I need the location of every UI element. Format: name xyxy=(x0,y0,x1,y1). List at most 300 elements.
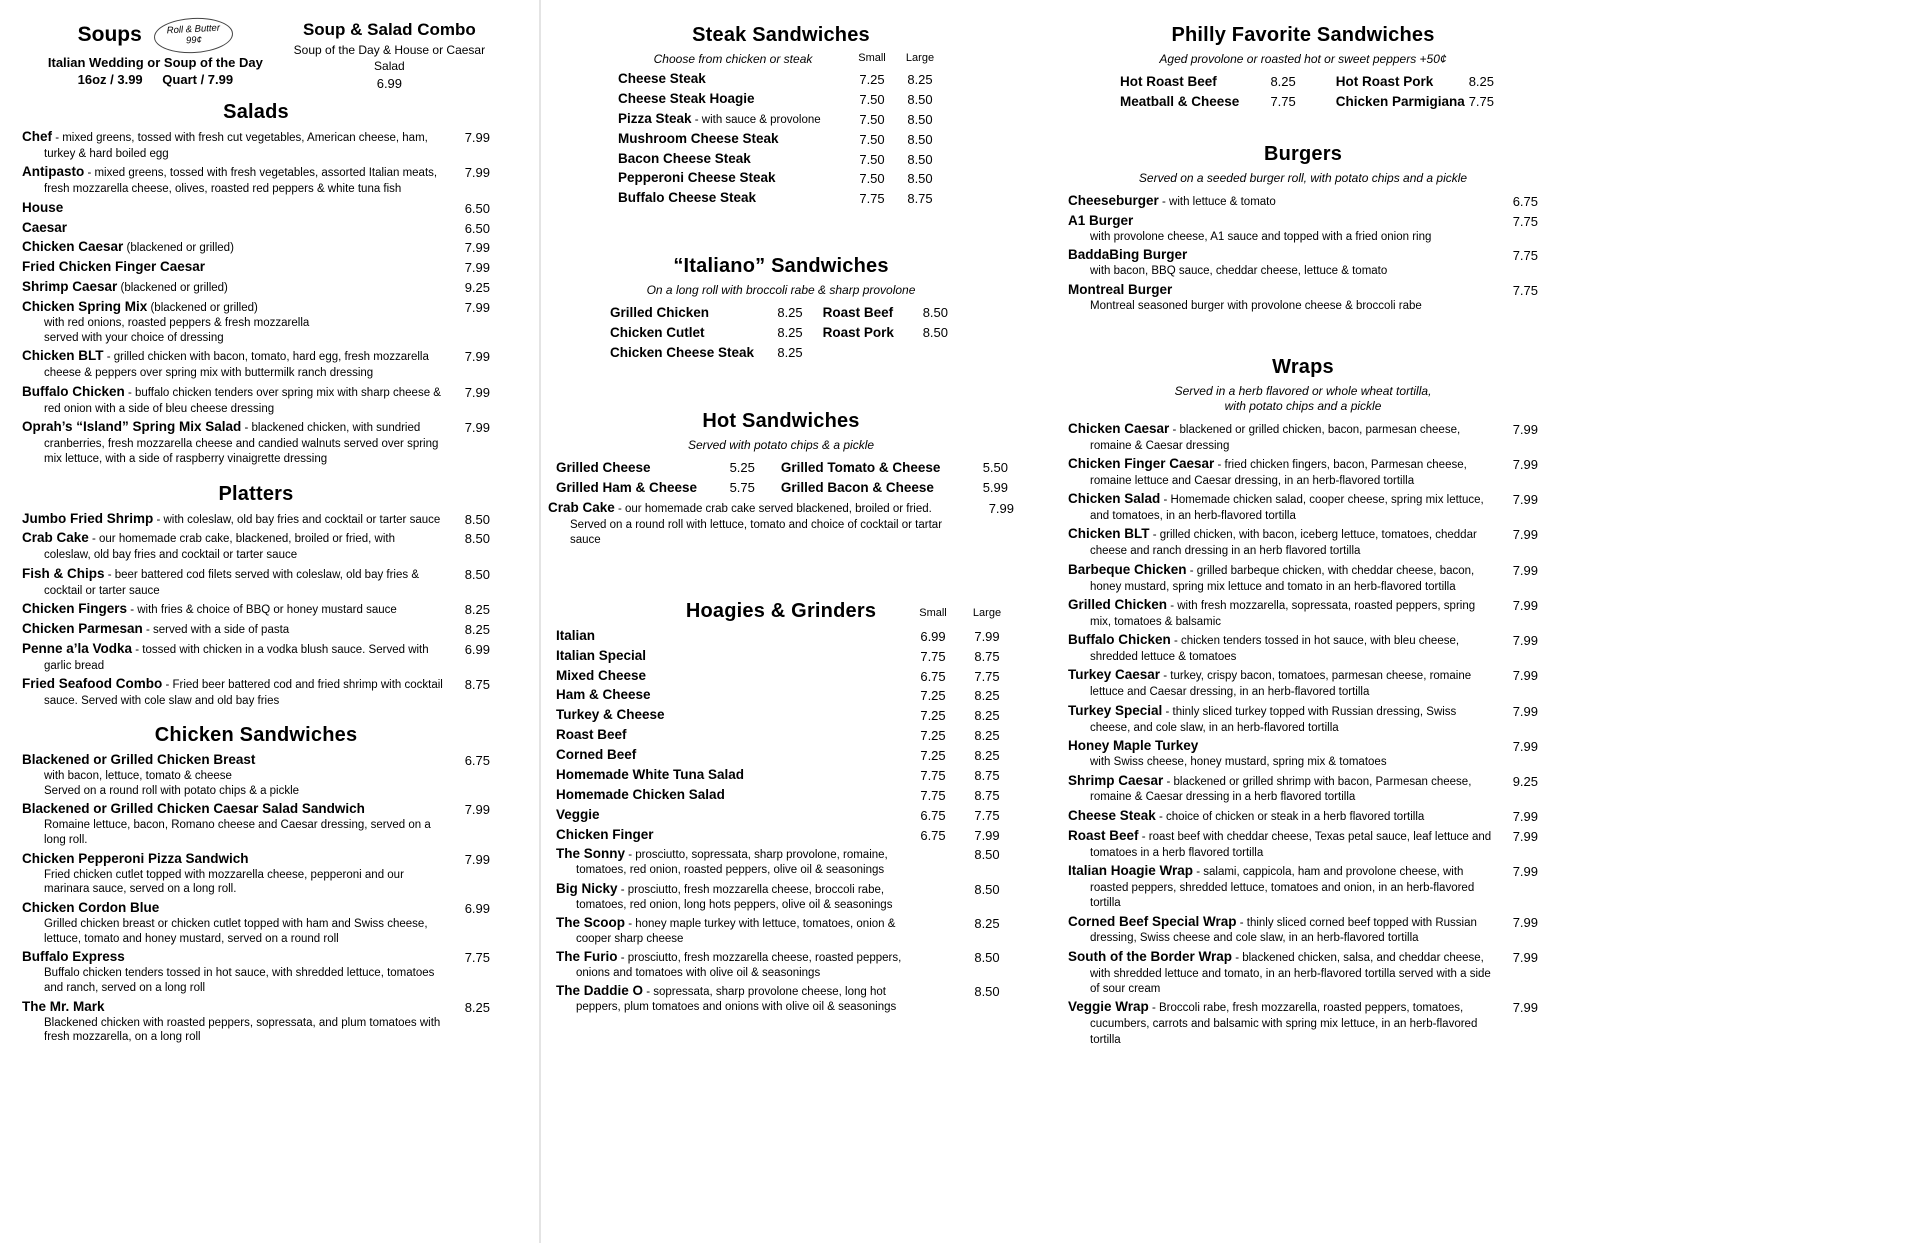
item-name: Pizza Steak xyxy=(618,110,692,126)
item-text xyxy=(22,621,444,638)
item-name: Veggie Wrap xyxy=(1068,999,1149,1015)
menu-item xyxy=(556,881,1014,912)
item-desc-line: with red onions, roasted peppers & fresh mozzarella xyxy=(44,316,310,329)
item-price: 6.50 xyxy=(464,220,490,236)
menu-item xyxy=(1068,282,1538,314)
menu-item xyxy=(610,345,809,360)
item-price: 8.50 xyxy=(464,511,490,527)
badge-line2: 99¢ xyxy=(185,34,202,47)
item-text xyxy=(1068,949,1492,997)
item-name: Chicken Cutlet xyxy=(610,325,705,341)
item-name: Chicken Finger Caesar xyxy=(1068,455,1215,471)
philly-favorites-title: Philly Favorite Sandwiches xyxy=(1171,24,1435,46)
menu-item xyxy=(556,983,1014,1014)
item-text xyxy=(618,170,848,187)
item-price-small: 7.50 xyxy=(859,151,885,167)
item-name: Italian xyxy=(556,627,596,643)
item-text xyxy=(618,131,848,148)
menu-item xyxy=(556,827,1014,844)
menu-item xyxy=(556,628,1014,645)
item-name: Honey Maple Turkey xyxy=(1068,737,1199,753)
item-desc: - our homemade crab cake, blackened, broiled or fried, with coleslaw, old bay fries and cocktail or tarter sauce xyxy=(44,533,395,562)
item-name: Homemade Chicken Salad xyxy=(556,786,725,802)
item-name: Corned Beef Special Wrap xyxy=(1068,913,1237,929)
item-desc-line: Served on a round roll with potato chips & a pickle xyxy=(44,784,300,797)
menu-item xyxy=(1068,738,1538,770)
menu-item xyxy=(618,71,944,88)
menu-item xyxy=(22,279,490,296)
wraps-subtitle-line1: Served in a herb flavored or whole wheat tortilla, xyxy=(1174,383,1432,398)
item-text xyxy=(548,500,968,548)
item-price: 7.99 xyxy=(988,501,1014,517)
menu-pair-row xyxy=(1120,74,1494,89)
item-price-large: 8.25 xyxy=(974,915,1000,931)
menu-item xyxy=(823,325,948,340)
item-price: 8.25 xyxy=(777,325,803,341)
item-name: Chicken Pepperoni Pizza Sandwich xyxy=(22,850,249,866)
item-price-small: 7.25 xyxy=(920,708,946,724)
item-text xyxy=(618,111,848,128)
item-text xyxy=(22,641,444,673)
menu-pair-row xyxy=(610,345,948,360)
item-text xyxy=(1068,456,1492,488)
item-desc: - grilled chicken, with bacon, iceberg lettuce, tomatoes, cheddar cheese and ranch dressing in an herb flavored tortilla xyxy=(1090,529,1477,558)
item-text xyxy=(22,530,444,562)
menu-item xyxy=(22,601,490,618)
item-price: 7.99 xyxy=(464,802,490,818)
item-name: Chicken Cordon Blue xyxy=(22,900,160,916)
item-desc: - buffalo chicken tenders over spring mix with sharp cheese & red onion with a side of bleu cheese dressing xyxy=(44,386,441,415)
item-text xyxy=(22,752,444,769)
item-text xyxy=(1068,213,1492,230)
soups-sizes xyxy=(22,72,289,87)
item-desc: - tossed with chicken in a vodka blush sauce. Served with garlic bread xyxy=(44,643,429,672)
item-text xyxy=(556,807,906,824)
item-price-small: 6.75 xyxy=(920,807,946,823)
menu-item xyxy=(1068,193,1538,210)
item-text xyxy=(1068,247,1492,264)
item-desc: - salami, cappicola, ham and provolone cheese, with roasted peppers, shredded lettuce, tomatoes and onion, in an herb-flavored tortilla xyxy=(1090,865,1475,910)
item-name: Blackened or Grilled Chicken Caesar Salad Sandwich xyxy=(22,801,365,817)
item-text xyxy=(1068,914,1492,946)
item-price: 5.25 xyxy=(729,460,755,476)
item-price: 7.99 xyxy=(1512,738,1538,754)
item-price: 7.99 xyxy=(464,240,490,256)
item-price: 7.75 xyxy=(1512,248,1538,264)
menu-item xyxy=(556,648,1014,665)
item-text xyxy=(556,983,906,1014)
menu-item xyxy=(556,915,1014,946)
soups-title-row xyxy=(22,18,289,53)
item-text xyxy=(1068,808,1492,825)
hoagies-section xyxy=(548,600,1014,1015)
item-text xyxy=(1068,562,1492,594)
item-name: Chicken Caesar xyxy=(1068,420,1170,436)
item-price-large: 8.50 xyxy=(907,171,933,187)
item-text xyxy=(22,851,444,868)
item-text xyxy=(1068,526,1492,558)
item-name: Corned Beef xyxy=(556,747,637,762)
menu-column-right xyxy=(1068,24,1538,1050)
item-price-large: 8.50 xyxy=(974,950,1000,966)
item-name: Shrimp Caesar xyxy=(22,279,118,295)
menu-pair-row xyxy=(556,480,1008,495)
badge-line1: Roll & Butter xyxy=(166,22,221,37)
menu-item xyxy=(22,900,490,946)
item-name: Pepperoni Cheese Steak xyxy=(618,170,776,186)
item-price: 7.75 xyxy=(1468,94,1494,109)
item-desc-line: Blackened chicken with roasted peppers, sopressata, and plum tomatoes with fresh mozzarella, on a long roll xyxy=(44,1016,441,1044)
menu-item xyxy=(556,807,1014,824)
wraps-list xyxy=(1068,421,1538,1047)
menu-item xyxy=(22,949,490,995)
italiano-subtitle: On a long roll with broccoli rabe & sharp provolone xyxy=(646,283,916,298)
platters-section xyxy=(22,483,490,709)
hoagies-title: Hoagies & Grinders xyxy=(685,599,877,622)
hoagies-header xyxy=(548,600,1014,623)
hot-sandwiches-subtitle: Served with potato chips & a pickle xyxy=(687,438,875,453)
item-text xyxy=(556,727,906,744)
item-desc: - blackened chicken, with sundried cranberries, fresh mozzarella cheese and candied walnuts served over spring mix lettuce, with a side of raspberry vinaigrette dressing xyxy=(44,421,439,466)
menu-item xyxy=(1068,949,1538,997)
item-text xyxy=(556,881,906,912)
item-text xyxy=(22,239,444,256)
item-name: House xyxy=(22,199,64,215)
item-desc: - served with a side of pasta xyxy=(142,623,290,636)
menu-item xyxy=(1120,74,1296,89)
item-text xyxy=(22,384,444,416)
menu-item xyxy=(618,131,944,148)
wraps-subtitle-line2: with potato chips and a pickle xyxy=(1224,398,1382,413)
item-price-large: 8.50 xyxy=(974,984,1000,1000)
item-name: Roast Beef xyxy=(822,305,894,321)
item-price-small: 7.25 xyxy=(859,72,885,87)
steak-subtitle: Choose from chicken or steak xyxy=(653,52,813,66)
item-text xyxy=(22,164,444,196)
item-name: Grilled Chicken xyxy=(610,305,710,321)
item-price: 5.75 xyxy=(729,480,755,496)
item-name: Antipasto xyxy=(22,164,85,180)
item-desc: - prosciutto, fresh mozzarella cheese, roasted peppers, onions and tomatoes with olive oil & seasonings xyxy=(576,952,902,979)
item-name: The Furio xyxy=(556,949,618,965)
item-name: Chicken Parmigiana xyxy=(1335,94,1465,109)
item-text xyxy=(22,601,444,618)
item-price: 8.25 xyxy=(464,621,490,637)
item-name: Chicken BLT xyxy=(1068,526,1150,542)
steak-sandwiches-title: Steak Sandwiches xyxy=(692,24,870,46)
item-price-large: 8.25 xyxy=(974,748,1000,763)
item-name: Barbeque Chicken xyxy=(1068,561,1187,577)
item-text xyxy=(556,767,906,784)
menu-item xyxy=(1068,863,1538,911)
hot-sandwiches-section xyxy=(548,410,1014,548)
item-price-large: 8.75 xyxy=(974,787,1000,803)
menu-item xyxy=(1068,828,1538,860)
item-price-small: 6.75 xyxy=(920,827,946,843)
item-price: 9.25 xyxy=(464,280,490,296)
item-desc-line: with Swiss cheese, honey mustard, spring mix & tomatoes xyxy=(1090,755,1387,768)
menu-item xyxy=(22,566,490,598)
item-text xyxy=(22,200,444,217)
menu-item xyxy=(556,747,1014,764)
item-text xyxy=(618,190,848,207)
item-price-large: 7.75 xyxy=(974,807,1000,823)
menu-item xyxy=(22,164,490,196)
item-price-small xyxy=(906,881,960,882)
item-price: 8.50 xyxy=(464,531,490,547)
item-name: Grilled Cheese xyxy=(556,460,651,476)
item-price: 8.50 xyxy=(922,325,948,341)
menu-item xyxy=(556,668,1014,685)
item-price-small: 6.99 xyxy=(920,628,946,644)
item-text xyxy=(1068,597,1492,629)
item-text xyxy=(556,628,906,645)
item-text xyxy=(1068,999,1492,1047)
item-name: Buffalo Cheese Steak xyxy=(618,190,757,206)
item-name: Chicken Cheese Steak xyxy=(610,345,755,361)
soups-title: Soups xyxy=(77,23,142,47)
item-text xyxy=(22,129,444,161)
menu-item xyxy=(1068,213,1538,245)
item-price: 7.99 xyxy=(1512,914,1538,930)
item-name: Grilled Chicken xyxy=(1068,596,1168,612)
salads-section xyxy=(22,101,490,466)
item-name: Ham & Cheese xyxy=(556,687,651,703)
item-note: (blackened or grilled) xyxy=(147,302,258,315)
item-text xyxy=(22,279,444,296)
chicken-sandwiches-section xyxy=(22,724,490,1045)
item-price: 6.75 xyxy=(1512,194,1538,209)
item-price: 7.75 xyxy=(464,950,490,966)
item-price-small: 7.25 xyxy=(920,748,946,763)
combo-desc: Soup of the Day & House or Caesar Salad xyxy=(293,43,486,73)
item-note: (blackened or grilled) xyxy=(117,282,228,295)
item-desc: - fried chicken fingers, bacon, Parmesan cheese, romaine lettuce and Caesar dressing, in an herb-flavored tortilla xyxy=(1090,458,1467,487)
italiano-list xyxy=(610,305,948,360)
item-name: Turkey Special xyxy=(1068,702,1163,718)
menu-item xyxy=(556,949,1014,980)
item-desc: - Fried beer battered cod and fried shrimp with cocktail sauce. Served with cole slaw and old bay fries xyxy=(44,678,443,707)
item-desc: - blackened chicken, salsa, and cheddar cheese, with shredded lettuce and tomato, in an herb-flavored tortilla served with a side of sour cream xyxy=(1090,951,1491,995)
item-desc-line: with provolone cheese, A1 sauce and topped with a fried onion ring xyxy=(1090,230,1432,243)
item-price: 7.99 xyxy=(1512,597,1538,613)
menu-item xyxy=(22,511,490,528)
item-price-large: 8.50 xyxy=(907,111,933,127)
item-text xyxy=(1068,421,1492,453)
menu-item xyxy=(22,419,490,467)
menu-item xyxy=(610,305,809,320)
item-desc: - mixed greens, tossed with fresh cut vegetables, American cheese, ham, turkey & hard boiled egg xyxy=(44,132,428,161)
item-name: Buffalo Express xyxy=(22,949,125,965)
item-price: 7.99 xyxy=(1512,703,1538,719)
item-text xyxy=(1068,773,1492,805)
item-desc: - our homemade crab cake served blackened, broiled or fried. Served on a round roll with lettuce, tomato and choice of cocktail or tartar sauce xyxy=(570,503,943,547)
item-name: BaddaBing Burger xyxy=(1068,247,1188,263)
menu-item xyxy=(556,846,1014,877)
item-price: 7.99 xyxy=(1512,421,1538,437)
italiano-sandwiches-section xyxy=(548,255,1014,360)
combo-title: Soup & Salad Combo xyxy=(302,20,476,39)
item-desc-line: Montreal seasoned burger with provolone cheese & broccoli rabe xyxy=(1090,299,1422,312)
menu-item xyxy=(22,259,490,276)
item-name: The Mr. Mark xyxy=(22,998,105,1014)
item-name: Montreal Burger xyxy=(1068,282,1173,298)
item-price-small: 7.75 xyxy=(920,767,946,783)
wraps-title: Wraps xyxy=(1272,355,1334,378)
item-desc: - with fries & choice of BBQ or honey mustard sauce xyxy=(127,603,397,616)
item-name: Cheese Steak xyxy=(1068,807,1156,823)
item-price: 6.50 xyxy=(464,200,490,216)
item-name: Shrimp Caesar xyxy=(1068,772,1164,788)
item-desc: - chicken tenders tossed in hot sauce, with bleu cheese, shredded lettuce & tomatoes xyxy=(1090,635,1460,664)
item-name: Buffalo Chicken xyxy=(22,383,125,399)
menu-item xyxy=(22,239,490,256)
item-price: 7.99 xyxy=(464,130,490,146)
item-name: Mixed Cheese xyxy=(556,667,647,683)
item-name: Chicken Caesar xyxy=(22,239,124,255)
item-price-small: 7.50 xyxy=(859,171,885,187)
menu-item xyxy=(1068,491,1538,523)
hot-sandwiches-title: Hot Sandwiches xyxy=(702,410,860,433)
platters-title: Platters xyxy=(218,482,294,505)
menu-item xyxy=(1068,562,1538,594)
menu-item xyxy=(556,707,1014,724)
menu-item xyxy=(1068,808,1538,825)
item-price: 8.25 xyxy=(1468,74,1494,89)
item-name: Buffalo Chicken xyxy=(1068,632,1171,648)
item-price-small: 7.25 xyxy=(920,728,946,744)
item-text xyxy=(1068,863,1492,911)
item-name: Big Nicky xyxy=(556,880,618,896)
menu-item xyxy=(556,767,1014,784)
item-text xyxy=(618,151,848,168)
menu-item xyxy=(22,220,490,237)
item-price: 7.99 xyxy=(464,419,490,435)
item-text xyxy=(1068,193,1492,210)
item-name: Penne a’la Vodka xyxy=(22,640,133,656)
item-price: 7.99 xyxy=(1512,949,1538,965)
menu-item xyxy=(22,676,490,708)
item-price-small: 7.75 xyxy=(859,191,885,207)
menu-item xyxy=(22,530,490,562)
item-price: 5.99 xyxy=(982,480,1008,496)
item-name: Chicken Salad xyxy=(1068,491,1161,507)
item-name: Chicken Parmesan xyxy=(22,620,143,636)
item-price-large: 8.25 xyxy=(974,728,1000,744)
hot-sandwiches-pairs xyxy=(556,460,1008,495)
menu-item xyxy=(1068,421,1538,453)
item-price: 7.99 xyxy=(1512,633,1538,649)
item-price-large: 7.99 xyxy=(974,827,1000,843)
item-desc-line: with bacon, lettuce, tomato & cheese xyxy=(44,770,232,782)
item-name: Fish & Chips xyxy=(22,565,105,581)
item-name: Chicken Fingers xyxy=(22,600,128,616)
item-price-small: 7.75 xyxy=(920,787,946,803)
item-text xyxy=(22,220,444,237)
item-name: Italian Special xyxy=(556,647,647,663)
philly-favorites-section xyxy=(1068,24,1538,109)
combo-price: 6.99 xyxy=(376,76,403,92)
item-name: Grilled Tomato & Cheese xyxy=(780,460,941,476)
item-price: 7.99 xyxy=(464,300,490,316)
item-desc: - with lettuce & tomato xyxy=(1158,196,1276,208)
item-price-large: 8.25 xyxy=(974,708,1000,724)
item-price-small: 6.75 xyxy=(920,668,946,684)
soup-salad-combo-section xyxy=(289,18,490,91)
item-desc: - Broccoli rabe, fresh mozzarella, roasted peppers, tomatoes, cucumbers, carrots and balsamic with spring mix lettuce, in an herb-flavored tortilla xyxy=(1090,1002,1478,1046)
item-price: 7.99 xyxy=(464,851,490,867)
item-name: Roast Pork xyxy=(822,325,894,341)
item-price-large: 8.50 xyxy=(907,131,933,147)
item-name: Grilled Ham & Cheese xyxy=(556,480,698,496)
menu-item xyxy=(22,348,490,380)
hoagies-list xyxy=(556,628,1014,1015)
menu-item xyxy=(1068,914,1538,946)
item-price-large: 8.75 xyxy=(907,191,933,207)
menu-item xyxy=(556,787,1014,804)
item-price: 7.99 xyxy=(464,165,490,181)
soups-size-1: 16oz / 3.99 xyxy=(77,71,143,87)
item-name: Italian Hoagie Wrap xyxy=(1068,862,1194,878)
item-desc-line: served with your choice of dressing xyxy=(44,331,224,344)
chicken-sandwiches-list xyxy=(22,752,490,1045)
item-price: 8.75 xyxy=(464,676,490,692)
item-desc: - choice of chicken or steak in a herb flavored tortilla xyxy=(1155,810,1425,823)
item-price: 9.25 xyxy=(1512,773,1538,789)
item-text xyxy=(1068,703,1492,735)
item-price-small xyxy=(906,983,960,984)
item-price-large: 7.99 xyxy=(974,628,1000,644)
item-price-small xyxy=(906,915,960,916)
philly-favorites-list xyxy=(1120,74,1494,109)
item-desc: - roast beef with cheddar cheese, Texas petal sauce, leaf lettuce and tomatoes in a herb flavored tortilla xyxy=(1090,830,1492,859)
item-name: Chicken BLT xyxy=(22,348,104,364)
item-name: Cheese Steak xyxy=(618,71,706,86)
item-note: (blackened or grilled) xyxy=(123,242,234,255)
item-price: 6.99 xyxy=(464,901,490,917)
menu-column-left xyxy=(22,18,490,1048)
item-price: 8.50 xyxy=(464,566,490,582)
steak-table-header xyxy=(618,52,944,66)
burgers-list xyxy=(1068,193,1538,314)
item-text xyxy=(1068,282,1492,299)
item-price: 7.99 xyxy=(1512,527,1538,543)
item-name: Grilled Bacon & Cheese xyxy=(780,480,934,496)
item-text xyxy=(556,949,906,980)
item-desc: - sopressata, sharp provolone cheese, long hot peppers, plum tomatoes and onions with olive oil & seasonings xyxy=(576,986,897,1014)
item-name: Chicken Spring Mix xyxy=(22,299,148,315)
item-price: 7.75 xyxy=(1512,283,1538,299)
item-price: 7.99 xyxy=(464,349,490,365)
menu-item xyxy=(1068,456,1538,488)
item-text xyxy=(1068,738,1492,755)
menu-item xyxy=(548,500,1014,548)
item-name: Cheese Steak Hoagie xyxy=(618,90,755,106)
item-name: Jumbo Fried Shrimp xyxy=(22,510,154,526)
item-text xyxy=(1068,632,1492,664)
item-name: Hot Roast Beef xyxy=(1120,74,1217,89)
steak-sandwiches-section xyxy=(548,24,1014,207)
item-price-small: 7.50 xyxy=(859,91,885,107)
item-text xyxy=(556,747,906,764)
item-name: Veggie xyxy=(556,806,600,822)
item-name: The Sonny xyxy=(556,846,626,862)
item-name: The Daddie O xyxy=(556,983,644,999)
menu-pair-row xyxy=(556,460,1008,475)
item-price: 8.50 xyxy=(922,305,948,321)
item-price: 8.25 xyxy=(464,999,490,1015)
item-price: 8.25 xyxy=(464,601,490,617)
